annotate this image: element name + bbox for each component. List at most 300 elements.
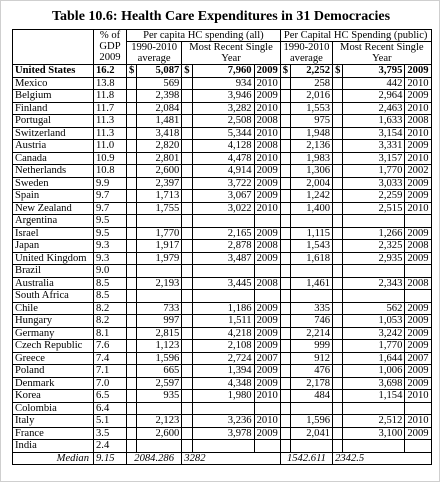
recent-public-header <box>333 42 432 65</box>
recent-all-cell: 3,722 <box>192 177 254 190</box>
year-all-cell: 2008 <box>254 140 280 153</box>
table-row <box>13 165 432 178</box>
currency-cell <box>182 402 192 415</box>
currency-cell <box>182 102 192 115</box>
currency-cell <box>333 315 343 328</box>
group-header-all: Per capita HC spending (all) <box>127 30 281 42</box>
table-row <box>13 340 432 353</box>
currency-cell <box>182 440 192 453</box>
gdp-column-header <box>94 30 127 65</box>
median-row <box>13 452 432 464</box>
avg-header-line: average <box>289 53 323 64</box>
currency-cell <box>182 227 192 240</box>
avg-header-line: average <box>137 53 171 64</box>
currency-cell <box>333 265 343 278</box>
recent-public-cell: 3,100 <box>343 427 405 440</box>
currency-cell <box>182 240 192 253</box>
gdp-header-line: GDP <box>99 41 121 52</box>
table-row <box>13 440 432 453</box>
recent-public-cell <box>343 440 405 453</box>
currency-cell <box>127 77 137 90</box>
currency-cell <box>182 177 192 190</box>
recent-all-cell: 2,165 <box>192 227 254 240</box>
avg-all-cell: 5,087 <box>137 65 182 78</box>
country-cell: Japan <box>13 240 94 253</box>
year-all-cell: 2009 <box>254 315 280 328</box>
country-cell: Hungary <box>13 315 94 328</box>
table-row <box>13 327 432 340</box>
currency-cell <box>182 340 192 353</box>
year-public-cell: 2009 <box>405 65 431 78</box>
currency-cell <box>333 340 343 353</box>
currency-cell <box>182 415 192 428</box>
group-header-public: Per Capital HC Spending (public) <box>280 30 431 42</box>
avg-all-cell: 2,815 <box>137 327 182 340</box>
year-public-cell <box>405 402 431 415</box>
currency-cell <box>127 240 137 253</box>
currency-cell <box>280 252 290 265</box>
currency-cell <box>127 290 137 303</box>
table-row <box>13 277 432 290</box>
recent-all-cell <box>192 290 254 303</box>
currency-cell <box>280 190 290 203</box>
currency-cell <box>127 165 137 178</box>
country-column-header <box>13 30 94 65</box>
avg-public-cell: 2,041 <box>291 427 333 440</box>
recent-header-line: Most Recent Single <box>189 42 273 53</box>
currency-cell <box>182 327 192 340</box>
country-cell: Canada <box>13 152 94 165</box>
recent-all-cell <box>192 265 254 278</box>
gdp-cell: 11.8 <box>94 90 127 103</box>
avg-public-cell: 1,461 <box>291 277 333 290</box>
recent-public-cell: 3,242 <box>343 327 405 340</box>
avg-all-cell: 997 <box>137 315 182 328</box>
country-cell: Belgium <box>13 90 94 103</box>
currency-cell: $ <box>333 65 343 78</box>
year-public-cell: 2010 <box>405 77 431 90</box>
table-row <box>13 302 432 315</box>
currency-cell <box>333 165 343 178</box>
avg-public-cell: 476 <box>291 365 333 378</box>
currency-cell <box>280 440 290 453</box>
currency-cell <box>127 377 137 390</box>
recent-public-cell: 2,515 <box>343 202 405 215</box>
currency-cell <box>127 202 137 215</box>
recent-public-cell: 3,795 <box>343 65 405 78</box>
year-all-cell <box>254 215 280 228</box>
avg-all-cell: 569 <box>137 77 182 90</box>
currency-cell <box>333 415 343 428</box>
recent-all-cell: 2,878 <box>192 240 254 253</box>
recent-all-cell: 1,394 <box>192 365 254 378</box>
currency-cell <box>127 365 137 378</box>
recent-public-cell <box>343 265 405 278</box>
recent-header-line: Most Recent Single <box>340 42 424 53</box>
currency-cell <box>280 177 290 190</box>
currency-cell <box>127 252 137 265</box>
currency-cell <box>280 240 290 253</box>
gdp-cell: 13.8 <box>94 77 127 90</box>
gdp-cell: 10.8 <box>94 165 127 178</box>
year-all-cell: 2010 <box>254 102 280 115</box>
avg-all-cell: 3,418 <box>137 127 182 140</box>
currency-cell <box>182 115 192 128</box>
currency-cell <box>333 127 343 140</box>
avg-public-cell: 2,214 <box>291 327 333 340</box>
recent-public-cell: 1,006 <box>343 365 405 378</box>
year-all-cell: 2010 <box>254 415 280 428</box>
median-recent-public: 2342.5 <box>333 452 432 464</box>
recent-all-cell: 3,487 <box>192 252 254 265</box>
year-all-cell: 2010 <box>254 152 280 165</box>
currency-cell <box>127 215 137 228</box>
avg-all-cell: 2,193 <box>137 277 182 290</box>
table-row <box>13 152 432 165</box>
table-row <box>13 390 432 403</box>
recent-public-cell <box>343 402 405 415</box>
recent-all-cell <box>192 440 254 453</box>
table-row <box>13 290 432 303</box>
country-cell: Austria <box>13 140 94 153</box>
avg-all-cell: 1,481 <box>137 115 182 128</box>
table-row <box>13 352 432 365</box>
currency-cell <box>127 440 137 453</box>
recent-all-cell: 2,108 <box>192 340 254 353</box>
avg-public-cell: 2,136 <box>291 140 333 153</box>
currency-cell <box>182 127 192 140</box>
median-label: Median <box>13 452 94 464</box>
avg-public-cell: 1,306 <box>291 165 333 178</box>
year-public-cell: 2010 <box>405 152 431 165</box>
year-all-cell: 2009 <box>254 227 280 240</box>
currency-cell <box>182 165 192 178</box>
gdp-cell: 9.5 <box>94 227 127 240</box>
currency-cell <box>182 390 192 403</box>
currency-cell <box>127 427 137 440</box>
recent-public-cell: 3,033 <box>343 177 405 190</box>
currency-cell <box>127 190 137 203</box>
table-row <box>13 427 432 440</box>
country-cell: Spain <box>13 190 94 203</box>
avg-public-cell: 2,004 <box>291 177 333 190</box>
avg-all-cell: 665 <box>137 365 182 378</box>
avg-public-cell: 746 <box>291 315 333 328</box>
currency-cell <box>127 390 137 403</box>
recent-public-cell: 442 <box>343 77 405 90</box>
year-all-cell: 2010 <box>254 77 280 90</box>
recent-public-cell: 1,644 <box>343 352 405 365</box>
currency-cell <box>127 90 137 103</box>
recent-all-cell: 2,508 <box>192 115 254 128</box>
avg-all-cell: 1,713 <box>137 190 182 203</box>
gdp-cell: 8.5 <box>94 277 127 290</box>
country-cell: France <box>13 427 94 440</box>
table-row <box>13 177 432 190</box>
avg-public-header <box>280 42 332 65</box>
year-public-cell: 2007 <box>405 352 431 365</box>
avg-all-cell <box>137 215 182 228</box>
recent-public-cell: 2,325 <box>343 240 405 253</box>
currency-cell <box>127 340 137 353</box>
currency-cell <box>333 252 343 265</box>
gdp-cell: 9.9 <box>94 177 127 190</box>
currency-cell <box>333 327 343 340</box>
gdp-cell: 8.5 <box>94 290 127 303</box>
country-cell: Italy <box>13 415 94 428</box>
avg-public-cell: 1,115 <box>291 227 333 240</box>
currency-cell <box>127 315 137 328</box>
year-public-cell: 2009 <box>405 140 431 153</box>
currency-cell <box>333 202 343 215</box>
currency-cell <box>127 102 137 115</box>
country-cell: India <box>13 440 94 453</box>
gdp-cell: 7.0 <box>94 377 127 390</box>
avg-public-cell: 1,948 <box>291 127 333 140</box>
country-cell: Brazil <box>13 265 94 278</box>
country-cell: Portugal <box>13 115 94 128</box>
currency-cell <box>333 215 343 228</box>
year-public-cell: 2009 <box>405 227 431 240</box>
country-cell: Denmark <box>13 377 94 390</box>
avg-public-cell: 912 <box>291 352 333 365</box>
year-public-cell: 2010 <box>405 102 431 115</box>
year-all-cell <box>254 290 280 303</box>
recent-public-cell: 1,770 <box>343 165 405 178</box>
gdp-cell: 8.2 <box>94 315 127 328</box>
avg-all-cell: 1,917 <box>137 240 182 253</box>
currency-cell <box>182 252 192 265</box>
recent-public-cell: 2,343 <box>343 277 405 290</box>
country-cell: South Africa <box>13 290 94 303</box>
avg-public-cell: 1,983 <box>291 152 333 165</box>
currency-cell <box>280 377 290 390</box>
recent-all-cell: 1,980 <box>192 390 254 403</box>
currency-cell <box>280 115 290 128</box>
currency-cell <box>333 427 343 440</box>
currency-cell <box>182 77 192 90</box>
country-cell: United Kingdom <box>13 252 94 265</box>
recent-all-cell <box>192 402 254 415</box>
year-public-cell: 2009 <box>405 340 431 353</box>
recent-all-cell: 934 <box>192 77 254 90</box>
table-row <box>13 415 432 428</box>
year-public-cell: 2010 <box>405 415 431 428</box>
recent-public-cell: 1,266 <box>343 227 405 240</box>
currency-cell <box>182 265 192 278</box>
currency-cell <box>182 90 192 103</box>
gdp-cell: 11.3 <box>94 115 127 128</box>
avg-public-cell: 484 <box>291 390 333 403</box>
recent-header-line: Year <box>372 53 392 64</box>
country-cell: Sweden <box>13 177 94 190</box>
gdp-cell: 11.7 <box>94 102 127 115</box>
year-public-cell <box>405 215 431 228</box>
table-row <box>13 365 432 378</box>
recent-public-cell: 3,154 <box>343 127 405 140</box>
recent-all-cell: 3,022 <box>192 202 254 215</box>
year-all-cell: 2009 <box>254 65 280 78</box>
year-all-cell: 2009 <box>254 302 280 315</box>
country-cell: Mexico <box>13 77 94 90</box>
recent-all-cell: 1,511 <box>192 315 254 328</box>
year-all-cell: 2008 <box>254 115 280 128</box>
year-all-cell: 2008 <box>254 277 280 290</box>
currency-cell <box>280 327 290 340</box>
currency-cell <box>182 277 192 290</box>
currency-cell: $ <box>280 65 290 78</box>
recent-header-line: Year <box>221 53 241 64</box>
avg-all-cell: 1,979 <box>137 252 182 265</box>
gdp-cell: 9.5 <box>94 215 127 228</box>
avg-public-cell: 1,400 <box>291 202 333 215</box>
year-public-cell <box>405 265 431 278</box>
country-cell: Netherlands <box>13 165 94 178</box>
country-cell: Finland <box>13 102 94 115</box>
currency-cell <box>333 302 343 315</box>
recent-public-cell: 3,698 <box>343 377 405 390</box>
recent-public-cell: 3,331 <box>343 140 405 153</box>
recent-all-cell: 3,067 <box>192 190 254 203</box>
avg-all-cell: 2,600 <box>137 427 182 440</box>
table-row <box>13 227 432 240</box>
country-cell: Argentina <box>13 215 94 228</box>
currency-cell <box>182 152 192 165</box>
currency-cell <box>127 402 137 415</box>
avg-public-cell: 1,618 <box>291 252 333 265</box>
currency-cell <box>333 377 343 390</box>
gdp-cell: 9.3 <box>94 252 127 265</box>
gdp-cell: 9.0 <box>94 265 127 278</box>
table-row <box>13 65 432 78</box>
avg-all-cell: 1,755 <box>137 202 182 215</box>
currency-cell <box>280 227 290 240</box>
currency-cell <box>333 352 343 365</box>
currency-cell <box>333 440 343 453</box>
year-all-cell: 2009 <box>254 252 280 265</box>
year-public-cell: 2009 <box>405 377 431 390</box>
year-all-cell: 2009 <box>254 365 280 378</box>
gdp-cell: 8.2 <box>94 302 127 315</box>
avg-public-cell <box>291 265 333 278</box>
currency-cell <box>127 415 137 428</box>
recent-all-cell: 4,128 <box>192 140 254 153</box>
year-all-cell: 2009 <box>254 90 280 103</box>
gdp-cell: 9.7 <box>94 190 127 203</box>
gdp-header-line: % of <box>99 30 121 41</box>
currency-cell <box>182 215 192 228</box>
recent-all-cell: 4,218 <box>192 327 254 340</box>
currency-cell <box>280 127 290 140</box>
year-public-cell <box>405 440 431 453</box>
currency-cell <box>280 365 290 378</box>
currency-cell <box>280 152 290 165</box>
avg-header-line: 1990-2010 <box>283 42 330 53</box>
table-row <box>13 202 432 215</box>
currency-cell <box>333 102 343 115</box>
avg-public-cell: 999 <box>291 340 333 353</box>
country-cell: Switzerland <box>13 127 94 140</box>
table-row <box>13 127 432 140</box>
currency-cell <box>333 240 343 253</box>
recent-public-cell: 2,463 <box>343 102 405 115</box>
currency-cell <box>333 152 343 165</box>
currency-cell <box>333 77 343 90</box>
gdp-cell: 8.1 <box>94 327 127 340</box>
avg-public-cell: 1,543 <box>291 240 333 253</box>
year-all-cell: 2010 <box>254 202 280 215</box>
table-row <box>13 315 432 328</box>
median-avg-public: 1542.611 <box>280 452 332 464</box>
table-row <box>13 140 432 153</box>
year-all-cell: 2010 <box>254 390 280 403</box>
gdp-cell: 9.3 <box>94 240 127 253</box>
year-all-cell: 2007 <box>254 352 280 365</box>
avg-all-cell: 1,770 <box>137 227 182 240</box>
avg-all-cell: 2,397 <box>137 177 182 190</box>
year-public-cell: 2009 <box>405 252 431 265</box>
currency-cell <box>127 115 137 128</box>
table-row <box>13 240 432 253</box>
avg-public-cell: 335 <box>291 302 333 315</box>
table-row <box>13 252 432 265</box>
table-row <box>13 115 432 128</box>
currency-cell <box>182 290 192 303</box>
year-public-cell: 2008 <box>405 277 431 290</box>
recent-public-cell: 1,053 <box>343 315 405 328</box>
currency-cell <box>127 177 137 190</box>
year-public-cell: 2008 <box>405 240 431 253</box>
table-row <box>13 77 432 90</box>
country-cell: Israel <box>13 227 94 240</box>
year-public-cell: 2009 <box>405 177 431 190</box>
avg-public-cell <box>291 440 333 453</box>
avg-all-cell <box>137 265 182 278</box>
table-row <box>13 102 432 115</box>
recent-all-header <box>182 42 280 65</box>
table-row <box>13 90 432 103</box>
avg-all-cell: 2,398 <box>137 90 182 103</box>
currency-cell <box>280 302 290 315</box>
avg-public-cell <box>291 402 333 415</box>
avg-public-cell: 975 <box>291 115 333 128</box>
recent-all-cell: 5,344 <box>192 127 254 140</box>
recent-all-cell: 2,724 <box>192 352 254 365</box>
avg-all-cell: 733 <box>137 302 182 315</box>
recent-all-cell: 3,282 <box>192 102 254 115</box>
year-all-cell: 2009 <box>254 427 280 440</box>
table-title: Table 10.6: Health Care Expenditures in 31 Democracies <box>51 9 391 24</box>
currency-cell <box>280 402 290 415</box>
gdp-cell: 7.4 <box>94 352 127 365</box>
median-gdp: 9.15 <box>94 452 127 464</box>
recent-public-cell: 2,935 <box>343 252 405 265</box>
recent-public-cell: 1,770 <box>343 340 405 353</box>
gdp-cell: 16.2 <box>94 65 127 78</box>
recent-public-cell <box>343 215 405 228</box>
country-cell: United States <box>13 65 94 78</box>
avg-all-cell <box>137 402 182 415</box>
currency-cell <box>127 140 137 153</box>
country-cell: Czech Republic <box>13 340 94 353</box>
year-public-cell: 2010 <box>405 390 431 403</box>
currency-cell <box>182 190 192 203</box>
year-all-cell: 2009 <box>254 377 280 390</box>
gdp-cell: 11.3 <box>94 127 127 140</box>
currency-cell <box>280 340 290 353</box>
currency-cell <box>280 202 290 215</box>
health-expenditure-table <box>12 29 432 465</box>
